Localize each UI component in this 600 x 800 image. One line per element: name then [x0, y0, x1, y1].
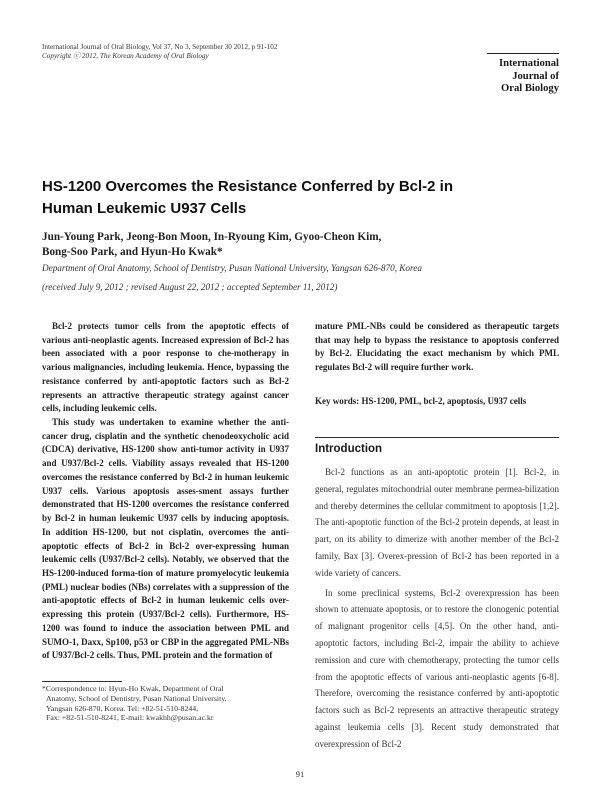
journal-name — [487, 53, 559, 96]
affiliation: Department of Oral Anatomy, School of Dentistry, Pusan National University, Yangsan 626-870, Korea — [42, 263, 422, 273]
journal-name-line: International — [498, 58, 559, 69]
abstract-paragraph: This study was undertaken to examine whether the anti-cancer drug, cisplatin and the synthetic chenodeoxycholic acid (CDCA) derivative, HS-1200 show anti-tumor activity in U937 and U937/Bcl-2 cells. Viability assays revealed that HS-1200 overcomes the resistance conferred by Bcl-2 in human leukemic U937 cells. Various apoptosis asses-sment assays further demonstrated that HS-1200 overcomes the resistance conferred by Bcl-2 in human leukemic U937 cells by inducing apoptosis. In addition HS-1200, but not cisplatin, overcomes the anti-apoptotic effects of Bcl-2 in Bcl-2 over-expressing human leukemic cells (U937/Bcl-2 cells). Notably, we observed that the HS-1200-induced forma-tion of mature promyelocytic leukemia (PML) nuclear bodies (NBs) correlates with a suppression of the anti-apoptotic effects of Bcl-2 in human leukemic cells over-expressing this protein (U937/Bcl-2 cells). Furthermore, HS-1200 was found to induce the association between PML and SUMO-1, Daxx, Sp100, p53 or CBP in the aggregated PML-NBs of U937/Bcl-2 cells. Thus, PML protein and the formation of — [42, 417, 289, 661]
introduction-body — [315, 464, 559, 753]
journal-name-line: Journal of — [512, 70, 559, 82]
abstract-continuation — [315, 320, 559, 375]
abstract — [42, 320, 289, 663]
abstract-paragraph: Bcl-2 protects tumor cells from the apoptotic effects of various anti-neoplastic agents. Increased expression of Bcl-2 has been associated with a poor response to che-motherapy in various malignancies, including leukemia. Hence, bypassing the resistance conferred by anti-apoptotic factors such as Bcl-2 represents an attractive therapeutic strategy against cancer cells, including leukemic cells. — [42, 321, 289, 414]
footnote-line: Anatomy, School of Dentistry, Pusan National University, — [46, 693, 227, 703]
citation-line: International Journal of Oral Biology, Vol 37, No 3, September 30 2012, p 91-102 — [42, 43, 278, 51]
title-line: HS-1200 Overcomes the Resistance Conferred by Bcl-2 in — [42, 178, 453, 195]
author-list — [42, 230, 562, 259]
body-paragraph: Bcl-2 functions as an anti-apoptotic protein [1]. Bcl-2, in general, regulates mitochondrial outer membrane permea-bilization and thereby determines the cellular commitment to apoptosis [1,2]. The anti-apoptotic function of the Bcl-2 protein depends, at least in part, on its ability to dimerize with another member of the Bcl-2 family, Bax [3]. Overex-pression of Bcl-2 has been reported in a wide variety of cancers. — [315, 467, 559, 578]
journal-citation — [42, 43, 342, 61]
footnote-line: Yangsan 626-870, Korea. Tel: +82-51-510-8244, — [46, 703, 199, 713]
title-line: Human Leukemic U937 Cells — [42, 200, 247, 217]
received-dates: (received July 9, 2012 ; revised August 22, 2012 ; accepted September 11, 2012) — [42, 282, 338, 292]
page-number: 91 — [295, 769, 305, 779]
footnote-divider — [42, 681, 122, 682]
keywords: Key words: HS-1200, PML, bcl-2, apoptosis, U937 cells — [315, 396, 527, 406]
copyright-line: Copyright ⓒ 2012, The Korean Academy of Oral Biology — [42, 52, 209, 60]
author-line: Jun-Young Park, Jeong-Bon Moon, In-Ryoung Kim, Gyoo-Cheon Kim, — [42, 231, 382, 243]
section-heading-introduction: Introduction — [315, 437, 559, 456]
author-line: Bong-Soo Park, and Hyun-Ho Kwak* — [42, 245, 223, 258]
correspondence-footnote — [42, 684, 292, 723]
footnote-line: *Correspondence to: Hyun-Ho Kwak, Department of Oral — [42, 684, 224, 693]
footnote-line: Fax: +82-51-510-8241, E-mail: kwakhh@pusan.ac.kr — [46, 713, 214, 723]
article-title — [42, 176, 562, 220]
abstract-paragraph: mature PML-NBs could be considered as therapeutic targets that may help to bypass the resistance to apoptosis conferred by Bcl-2. Elucidating the exact mechanism by which PML regulates Bcl-2 will require further work. — [315, 321, 559, 373]
journal-name-line: Oral Biology — [501, 83, 559, 94]
body-paragraph: In some preclinical systems, Bcl-2 overexpression has been shown to attenuate apoptosis, or to restore the clonogenic potential of malignant progenitor cells [4,5]. On the other hand, anti-apoptotic factors, including Bcl-2, impair the ability to achieve remission and cure with chemotherapy, protecting the tumor cells from the apoptotic effects of various anti-neoplastic agents [6-8]. Therefore, overcoming the resistance conferred by anti-apoptotic factors such as Bcl-2 represents an attractive therapeutic strategy against leukemia cells [3]. Recent study demonstrated that overexpression of Bcl-2 — [315, 587, 559, 749]
